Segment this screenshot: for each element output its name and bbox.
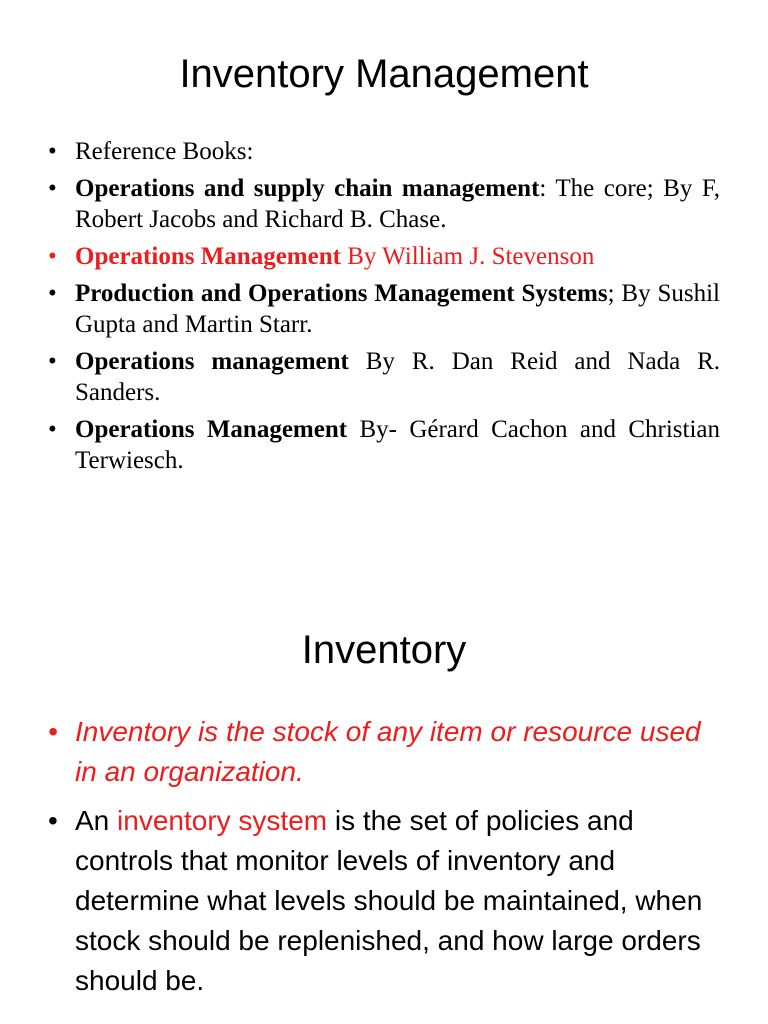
definition-text: Inventory is the stock of any item or resource used in an organization. (75, 716, 701, 787)
book-title: Operations management (75, 348, 349, 375)
list-item-definition (48, 712, 728, 792)
book-details: By William J. Stevenson (340, 243, 595, 270)
slide-title: Inventory (301, 628, 467, 672)
list-item (48, 136, 720, 167)
bullet-icon: • (48, 243, 57, 270)
book-details: : The core; By F, Robert Jacobs and Richard B. Chase. (75, 175, 720, 233)
bullet-icon: • (48, 280, 57, 307)
book-title: Production and Operations Management Systems (75, 280, 608, 307)
list-item (48, 414, 720, 476)
list-item (48, 278, 720, 340)
book-title: Operations Management (75, 416, 348, 443)
book-details: ; By Sushil Gupta and Martin Starr. (75, 280, 720, 338)
reference-books-list (48, 136, 720, 482)
inventory-definition-list (48, 712, 728, 1010)
text-rest: is the set of policies and controls that monitor levels of inventory and determine what levels should be maintained, when stock should be replenished, and how large orders should be. (75, 805, 703, 996)
list-item (48, 346, 720, 408)
bullet-icon: • (48, 175, 57, 202)
book-title: Operations and supply chain management (75, 175, 540, 202)
book-title: Operations Management (75, 243, 341, 270)
highlight-term: inventory system (117, 805, 328, 836)
list-item (48, 173, 720, 235)
slide-inventory (0, 600, 768, 1024)
list-item-text: Reference Books: (75, 138, 254, 165)
bullet-icon: • (48, 805, 58, 836)
list-item-highlighted (48, 241, 720, 272)
slide-title: Inventory Management (179, 52, 589, 96)
bullet-icon: • (48, 138, 57, 165)
list-item (48, 801, 728, 1001)
bullet-icon: • (48, 348, 57, 375)
bullet-icon: • (48, 416, 57, 443)
book-details: By- Gérard Cachon and Christian Terwiesch. (75, 416, 720, 474)
bullet-icon: • (48, 716, 58, 747)
text-prefix: An (75, 805, 118, 836)
book-details: By R. Dan Reid and Nada R. Sanders. (75, 348, 721, 406)
